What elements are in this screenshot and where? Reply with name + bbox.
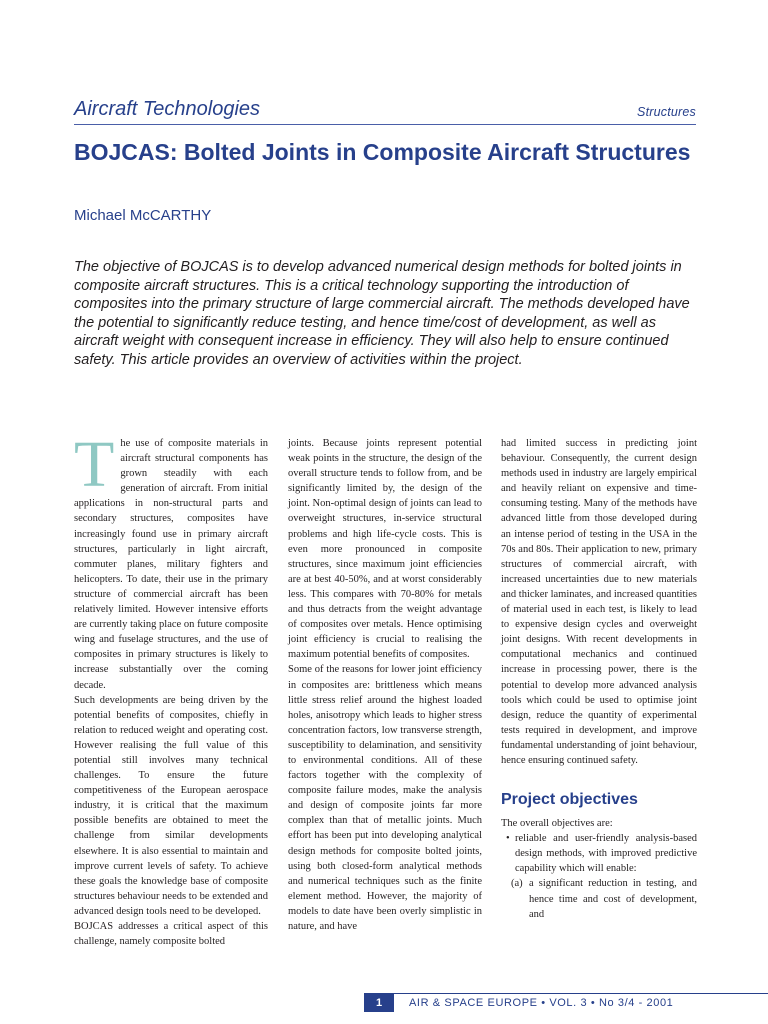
- section-heading: Project objectives: [501, 791, 638, 809]
- footer-divider: [364, 993, 768, 994]
- body-column-1: [74, 428, 268, 949]
- list-marker: (a): [511, 878, 523, 890]
- list-item: [501, 831, 697, 876]
- drop-cap: T: [74, 428, 115, 501]
- header-divider: [74, 124, 696, 125]
- sub-objectives-list: [501, 876, 697, 921]
- paragraph: he use of composite materials in aircraft structural components has grown steadily with each generation of aircraft. From initial applications in non-structural parts and secondary structures, composites have increasingly found use in primary aircraft structures, particularly in light aircraft, commuter planes, military fighters and helicopters. To date, their use in the primary structure of commercial aircraft has been relatively limited. However intensive efforts are currently taking place on future composite wing and fuselage structures, and the use of composites in primary structures is likely to increase substantially over the coming decade.: [74, 438, 268, 691]
- body-column-3: [501, 436, 697, 922]
- article-abstract: The objective of BOJCAS is to develop advanced numerical design methods for bolted joints in composite aircraft structures. This is a critical technology supporting the introduction of composites into the primary structure of large commercial aircraft. The methods developed have the potential to significantly reduce testing, and hence time/cost of development, as well as aircraft weight with consequent increase in efficiency. They will also help to ensure continued safety. This article provides an overview of activities within the project.: [74, 259, 690, 368]
- subsection-title: Structures: [637, 105, 696, 119]
- article-title: BOJCAS: Bolted Joints in Composite Aircraft Structures: [74, 139, 691, 165]
- paragraph: Some of the reasons for lower joint efficiency in composites are: brittleness which means little stress relief around the highest loaded holes, anisotropy which leads to higher stress concentration factors, low transverse strength, susceptibility to delamination, and sensitivity to environmental conditions. All of these factors together with the complexity of composite failure modes, make the analysis and design of composite joints far more complex than that of metallic joints. Much effort has been put into developing analytical design methods for composite bolted joints, using both closed-form analytical methods and numerical techniques such as the finite element method. However, the majority of models to date have been overly simplistic in nature, and have: [288, 664, 482, 932]
- paragraph: BOJCAS addresses a critical aspect of this challenge, namely composite bolted: [74, 921, 268, 948]
- paragraph: had limited success in predicting joint behaviour. Consequently, the current design methods used in industry are largely empirical and heavily reliant on expensive and time-consuming testing. Many of the methods have advanced little from those developed during an intense period of testing in the USA in the 70s and 80s. Their application to new, primary structures of commercial aircraft, with increased uncertainties due to new materials and thicker laminates, and increased quantities of material used in each test, is likely to lead to expensive design cycles and overweight joint designs. With recent developments in computational mechanics and continued increase in processing power, there is the potential to develop more advanced analysis tools which could be used to optimise joint design, reduce the quantity of experimental tests required in development, and improve fundamental understanding of joint behaviour, hence ensuring continued safety.: [501, 438, 697, 766]
- body-column-2: [288, 436, 482, 934]
- paragraph: Such developments are being driven by the potential benefits of composites, chiefly in relation to reduced weight and operating cost. However realising the full value of this potential still involves many technical challenges. To ensure the future competitiveness of the European aerospace industry, it is critical that the maximum possible benefits are obtained to meet the challenge from similar developments elsewhere. It is also essential to maintain and improve current levels of safety. To achieve these goals the knowledge base of composite structures behaviour needs to be extended and advanced design tools need to be developed.: [74, 694, 268, 917]
- list-item-text: reliable and user-friendly analysis-based design methods, with improved predictive capability which will enable:: [515, 833, 697, 875]
- paragraph: joints. Because joints represent potential weak points in the structure, the design of the overall structure tends to follow from, and be significantly limited by, the design of the joint. Non-optimal design of joints can lead to overweight structures, in-service structural problems and high life-cycle costs. This is even more pronounced in composite structures, since maximum joint efficiencies are at best 40-50%, and at worst considerably less. This compares with 70-80% for metals and thus detracts from the weight advantage of composites over metals. Hence optimising joint efficiency is crucial to realising the maximum potential benefits of composites.: [288, 438, 482, 661]
- objectives-intro: The overall objectives are:: [501, 818, 613, 830]
- section-title: Aircraft Technologies: [74, 98, 261, 120]
- journal-info: AIR & SPACE EUROPE • VOL. 3 • No 3/4 - 2001: [409, 997, 674, 1009]
- objectives-list: [501, 831, 697, 876]
- article-author: Michael McCARTHY: [74, 207, 212, 224]
- list-item: [501, 876, 697, 921]
- list-item-text: a significant reduction in testing, and hence time and cost of development, and: [529, 878, 697, 920]
- page-number: 1: [364, 994, 394, 1012]
